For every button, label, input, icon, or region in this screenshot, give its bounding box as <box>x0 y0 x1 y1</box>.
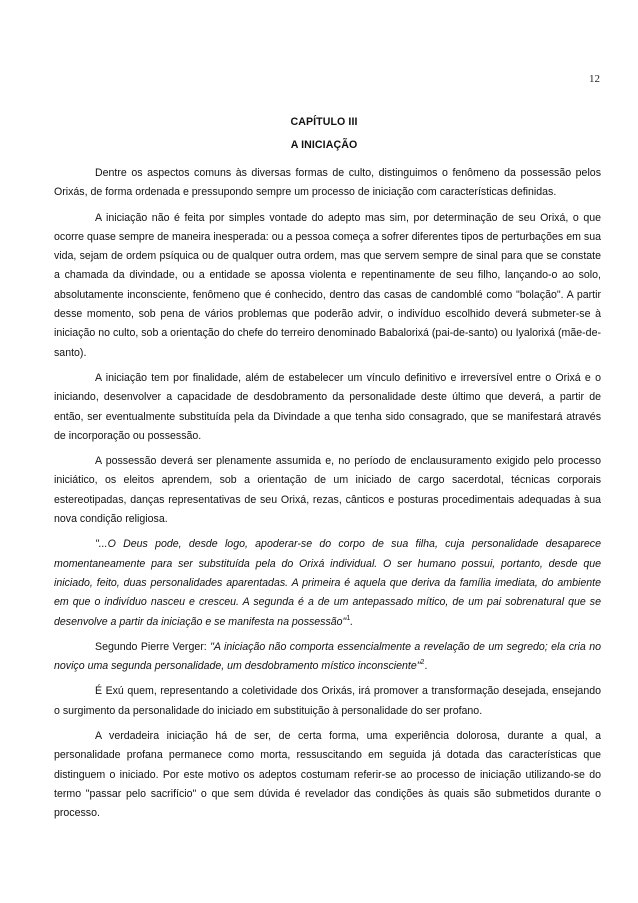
paragraph-8: A verdadeira iniciação há de ser, de certa forma, uma experiência dolorosa, durante a qual, a personalidade profana permanece como morta, ressuscitando em seguida já dotada das características que distinguem o iniciado. Por este motivo os adeptos costumam referir-se ao processo de iniciação utilizando-se do termo "passar pelo sacrifício" o que sem dúvida é revelador das condições às quais são submetidos durante o processo. <box>54 730 601 820</box>
footnote-marker-2: 2 <box>420 659 425 667</box>
paragraph-3: A iniciação tem por finalidade, além de estabelecer um vínculo definitivo e irreversível entre o Orixá e o iniciando, desenvolver a capacidade de desdobramento da personalidade deste último que deverá, a partir de então, ser eventualmente substituída pela da Divindade a que tenha sido consagrado, que se manifestará através de incorporação ou possessão. <box>54 371 601 442</box>
paragraph-2: A iniciação não é feita por simples vontade do adepto mas sim, por determinação de seu Orixá, o que ocorre quase sempre de maneira inesperada: ou a pessoa começa a sofrer diferentes tipos de perturbações em sua vida, sejam de ordem psíquica ou de qualquer outra ordem, mas que servem sempre de sinal para que se constate a chamada da divindade, ou a entidade se apossa violenta e repentinamente de seu filho, lançando-o ao solo, absolutamente inconsciente, fenômeno que é conhecido, dentro das casas de candomblé como "bolação". A partir desse momento, sob pena de vários problemas que poderão advir, o indivíduo escolhido deverá submeter-se à iniciação no culto, sob a orientação do chefe do terreiro denominado Babalorixá (pai-de-santo) ou Iyalorixá (mãe-de-santo). <box>54 211 601 359</box>
verger-end: . <box>424 660 428 673</box>
page-number: 12 <box>589 73 600 85</box>
verger-paragraph <box>54 638 601 677</box>
chapter-heading: CAPÍTULO III <box>290 116 358 128</box>
paragraph-1: Dentre os aspectos comuns às diversas formas de culto, distinguimos o fenômeno da possessão pelos Orixás, de forma ordenada e pressupondo sempre um processo de iniciação com características definidas. <box>54 167 601 199</box>
footnote-marker-1: 1 <box>346 614 351 622</box>
block-quote-paragraph <box>54 535 601 631</box>
paragraph-7: É Exú quem, representando a coletividade dos Orixás, irá promover a transformação desejada, ensejando o surgimento da personalidade do iniciado em substituição à personalidade do ser profano. <box>54 685 601 717</box>
verger-lead: Segundo Pierre Verger: <box>95 640 211 653</box>
chapter-title: A INICIAÇÃO <box>290 139 358 151</box>
body-text <box>54 164 601 830</box>
quote-end: . <box>350 615 354 628</box>
verger-quote: "A iniciação não comporta essencialmente a revelação de um segredo; ela cria no noviço uma segunda personalidade, um desdobramento místico inconsciente" <box>54 640 601 673</box>
paragraph-4: A possessão deverá ser plenamente assumida e, no período de enclausuramento exigido pelo processo iniciático, os eleitos aprendem, sob a orientação de um iniciado de cargo sacerdotal, técnicas corporais estereotipadas, danças representativas de seu Orixá, rezas, cânticos e posturas procedimentais adequadas à sua nova condição religiosa. <box>54 455 601 526</box>
quote-text: "...O Deus pode, desde logo, apoderar-se do corpo de sua filha, cuja personalidade desaparece momentaneamente para ser substituída pela do Orixá individual. O ser humano possui, portanto, desde que iniciado, feito, duas personalidades aparentadas. A primeira é aquela que deriva da família imediata, do ambiente em que o indivíduo nasceu e cresceu. A segunda é a de um antepassado mítico, de um pai sobrenatural que se desenvolve a partir da iniciação e se manifesta na possessão" <box>54 538 601 628</box>
